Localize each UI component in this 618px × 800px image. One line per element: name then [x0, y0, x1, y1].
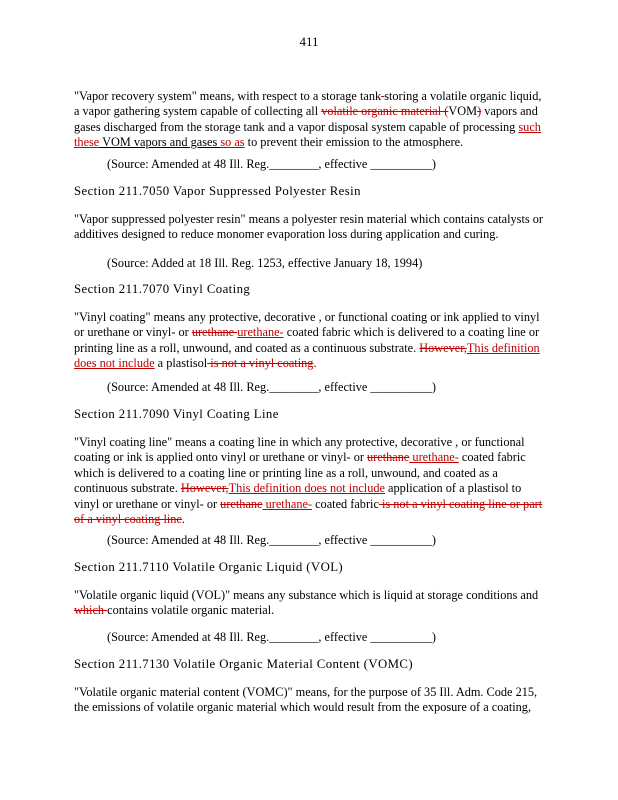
section-heading-7090: Section 211.7090 Vinyl Coating Line	[74, 407, 279, 421]
blank: __________	[370, 380, 432, 394]
source-note	[107, 380, 436, 395]
blank: ________	[269, 630, 319, 644]
blank: __________	[370, 533, 432, 547]
vinyl-coating-line-definition	[74, 435, 544, 527]
text: , effective	[318, 630, 371, 644]
text: "Vapor recovery system" means, with respect to a storage tank	[74, 89, 382, 103]
source-note: (Source: Added at 18 Ill. Reg. 1253, effective January 18, 1994)	[107, 256, 423, 270]
text: )	[431, 157, 437, 171]
text: "Vinyl coating" means any protective, decorative	[74, 310, 316, 324]
section-heading-7050: Section 211.7050 Vapor Suppressed Polyester Resin	[74, 184, 361, 198]
inserted-text: This definition does not include	[74, 340, 540, 371]
text: )	[431, 380, 437, 394]
source-note	[107, 157, 436, 172]
deleted-text: which	[74, 603, 108, 618]
deleted-text: However,	[180, 481, 229, 496]
inserted-text: This definition does not include	[228, 481, 385, 496]
text: , and coated as a continuous substrate.	[74, 465, 498, 496]
inserted-text: urethane-	[262, 496, 313, 511]
text: coated fabric which is delivered to a coating line or printing line as a roll, unwound	[74, 325, 540, 355]
text: )	[431, 630, 437, 644]
text: coated fabric which is delivered to a coating line or printing line as a roll, unwound	[74, 450, 526, 480]
deleted-text: volatile organic material (	[321, 104, 449, 119]
text: VOM	[448, 104, 478, 119]
deleted-text: )	[477, 104, 482, 119]
deleted-text: is not a vinyl coating line or part of a vinyl coating line	[74, 496, 543, 527]
deleted-text: is not a vinyl coating	[207, 356, 314, 371]
blank: __________	[370, 630, 432, 644]
text: storing a volatile organic liquid, a vapor gathering system capable of collecting all	[74, 89, 542, 119]
text: (Source: Amended at 48 Ill. Reg.	[107, 630, 270, 644]
vapor-suppressed-resin-definition: "Vapor suppressed polyester resin" means a polyester resin material which contains catalysts or additives designed to reduce monomer evaporation loss during application and curing.	[74, 212, 543, 242]
text: "Volatile organic liquid (VOL)" means any substance which is liquid at storage conditions and	[74, 588, 539, 602]
text: , effective	[318, 157, 371, 171]
section-heading-7130: Section 211.7130 Volatile Organic Material Content (VOMC)	[74, 657, 414, 671]
inserted-text: urethane-	[409, 450, 459, 465]
blank: ________	[269, 157, 319, 171]
text: .	[313, 356, 317, 371]
text: , effective	[318, 533, 371, 547]
vinyl-coating-definition	[74, 310, 544, 372]
text: vapors and gases discharged from the storage tank and a vapor disposal system capable of processing	[74, 104, 538, 134]
source-note	[107, 533, 436, 548]
vomc-definition: "Volatile organic material content (VOMC)" means, for the purpose of 35 Ill. Adm. Code 215, the emissions of volatile organic material which would result from the exposure of a coating,	[74, 685, 538, 715]
blank: ________	[269, 380, 319, 394]
text: , or functional coating or ink is applied onto vinyl or urethane or vinyl- or	[74, 435, 525, 465]
blank: __________	[370, 157, 432, 171]
text: (Source: Amended at 48 Ill. Reg.	[107, 157, 270, 171]
inserted-text: so as	[220, 135, 245, 150]
text: .	[181, 512, 185, 527]
page-number: 411	[299, 34, 319, 49]
text: , effective	[318, 380, 371, 394]
text: (Source: Amended at 48 Ill. Reg.	[107, 380, 270, 394]
text: VOM vapors and gases	[99, 135, 221, 150]
text: (Source: Amended at 48 Ill. Reg.	[107, 533, 270, 547]
text: , and coated as a continuous substrate.	[228, 340, 420, 355]
section-heading-7110: Section 211.7110 Volatile Organic Liquid (VOL)	[74, 560, 344, 574]
section-heading-7070: Section 211.7070 Vinyl Coating	[74, 282, 251, 296]
vol-definition	[74, 588, 544, 619]
deleted-text: urethane	[220, 496, 263, 511]
deleted-text: urethane	[367, 450, 410, 465]
text: coated fabric	[312, 496, 379, 511]
text: , or functional coating or ink applied to vinyl or urethane or vinyl- or	[74, 310, 540, 340]
text: )	[431, 533, 437, 547]
source-note	[107, 630, 436, 645]
inserted-text: such these	[74, 119, 541, 150]
text: application of a plastisol to vinyl or urethane or vinyl- or	[74, 481, 522, 511]
text: "Vinyl coating line" means a coating line in which any protective, decorative	[74, 435, 453, 449]
blank: ________	[269, 533, 319, 547]
text: to prevent their emission to the atmosphere.	[244, 135, 464, 150]
inserted-text: urethane-	[237, 325, 284, 340]
text: contains volatile organic material.	[107, 603, 275, 618]
vapor-recovery-system-definition	[74, 89, 544, 151]
text: a plastisol	[154, 356, 208, 371]
deleted-text: However,	[419, 340, 467, 355]
deleted-text: urethane	[191, 325, 238, 340]
